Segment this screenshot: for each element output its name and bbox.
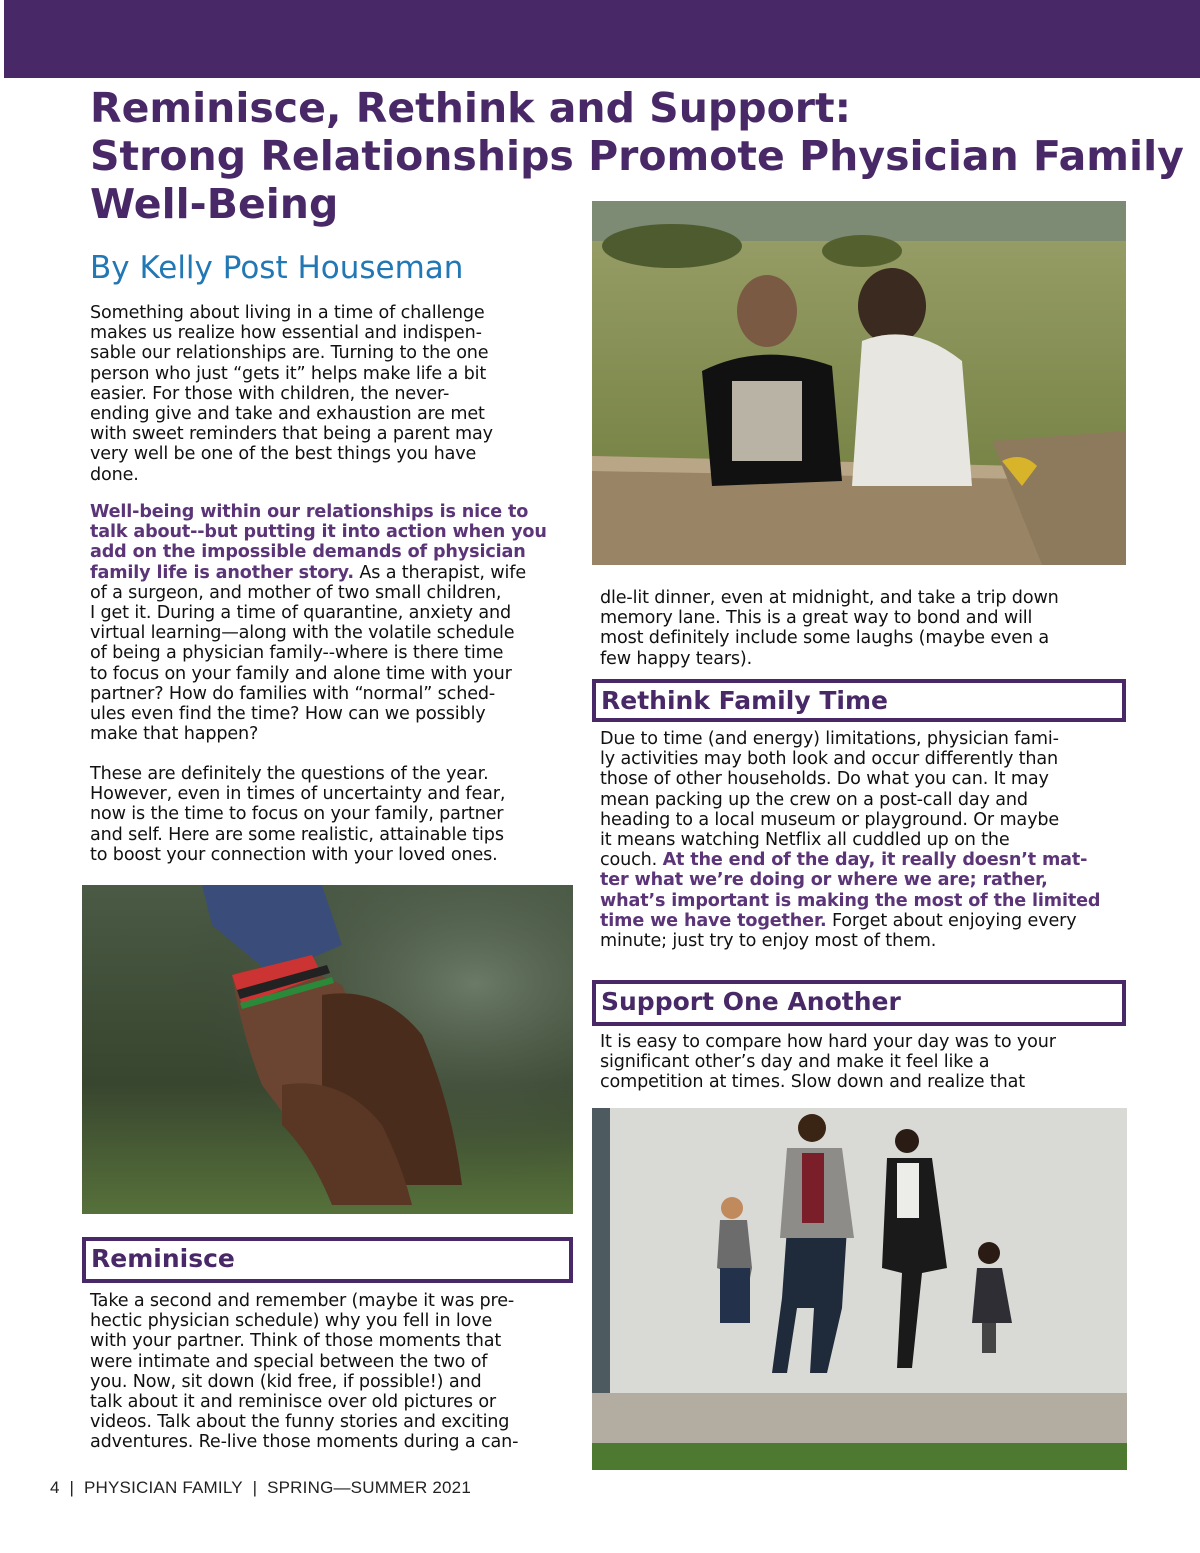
text-line: makes us realize how essential and indispen- xyxy=(90,323,482,344)
intro-paragraph-2 xyxy=(90,502,570,744)
text-line: It is easy to compare how hard your day was to your xyxy=(600,1032,1056,1052)
title-line-2: Strong Relationships Promote Physician Family xyxy=(90,132,1184,180)
mixed-line xyxy=(600,911,1125,931)
text-line: most definitely include some laughs (maybe even a xyxy=(600,628,1050,649)
issue-label: SPRING—SUMMER 2021 xyxy=(267,1478,471,1497)
highlight-line: talk about--but putting it into action when you xyxy=(90,522,547,543)
text-line: I get it. During a time of quarantine, anxiety and xyxy=(90,603,512,624)
support-heading: Support One Another xyxy=(592,980,1126,1026)
text-line: and self. Here are some realistic, attainable tips xyxy=(90,824,504,845)
support-paragraph xyxy=(600,1032,1125,1093)
highlight-line: Well-being within our relationships is nice to xyxy=(90,502,529,522)
text-line: However, even in times of uncertainty and fear, xyxy=(90,784,506,805)
mixed-line xyxy=(600,850,1125,870)
highlight-line: what’s important is making the most of the limited xyxy=(600,890,1101,911)
text-line: significant other’s day and make it feel like a xyxy=(600,1052,990,1073)
text-line: make that happen? xyxy=(90,724,259,745)
text-line: These are definitely the questions of the year. xyxy=(90,764,489,784)
rethink-paragraph xyxy=(600,729,1125,951)
rethink-heading: Rethink Family Time xyxy=(592,679,1126,722)
mixed-line xyxy=(90,563,570,583)
publication-name: PHYSICIAN FAMILY xyxy=(84,1478,243,1497)
text-line: easier. For those with children, the never- xyxy=(90,383,450,404)
family-walking-photo xyxy=(592,1108,1127,1470)
text-line: adventures. Re-live those moments during a can- xyxy=(90,1432,519,1453)
couple-sitting-photo xyxy=(592,201,1126,565)
text-line: those of other households. Do what you can. It may xyxy=(600,769,1049,790)
text-line: hectic physician schedule) why you fell in love xyxy=(90,1311,493,1332)
text-line: Take a second and remember (maybe it was pre- xyxy=(90,1291,515,1311)
text-line: few happy tears). xyxy=(600,648,753,669)
text-line: to boost your connection with your loved ones. xyxy=(90,844,498,865)
text-line: minute; just try to enjoy most of them. xyxy=(600,931,937,952)
highlight-text: At the end of the day, it really doesn’t mat- xyxy=(662,850,1088,871)
text-line: competition at times. Slow down and realize that xyxy=(600,1072,1025,1093)
page-number: 4 xyxy=(50,1478,60,1497)
reminisce-heading: Reminisce xyxy=(82,1237,573,1283)
text-line: ending give and take and exhaustion are met xyxy=(90,404,485,425)
text-span: As a therapist, wife xyxy=(353,562,527,583)
text-line: now is the time to focus on your family, partner xyxy=(90,804,504,825)
text-line: dle-lit dinner, even at midnight, and take a trip down xyxy=(600,588,1059,608)
text-line: you. Now, sit down (kid free, if possible!) and xyxy=(90,1371,482,1392)
title-line-3: Well-Being xyxy=(90,180,339,228)
footer-separator: | xyxy=(252,1478,258,1497)
text-line: it means watching Netflix all cuddled up on the xyxy=(600,830,1010,851)
highlight-line: ter what we’re doing or where we are; rather, xyxy=(600,870,1048,891)
text-span: Forget about enjoying every xyxy=(826,910,1077,931)
reminisce-continued xyxy=(600,588,1125,669)
byline: By Kelly Post Houseman xyxy=(90,250,464,286)
highlight-text: family life is another story. xyxy=(90,562,354,583)
footer-separator: | xyxy=(69,1478,75,1497)
title-line-1: Reminisce, Rethink and Support: xyxy=(90,84,851,132)
reminisce-paragraph xyxy=(90,1291,570,1453)
text-line: mean packing up the crew on a post-call day and xyxy=(600,789,1028,810)
text-line: to focus on your family and alone time with your xyxy=(90,663,512,684)
text-line: ly activities may both look and occur differently than xyxy=(600,749,1059,770)
text-line: Something about living in a time of challenge xyxy=(90,303,485,323)
text-line: were intimate and special between the two of xyxy=(90,1351,488,1372)
text-line: with sweet reminders that being a parent may xyxy=(90,424,493,445)
header-band xyxy=(4,0,1200,78)
text-line: sable our relationships are. Turning to the one xyxy=(90,343,489,364)
page-footer xyxy=(50,1478,471,1498)
intro-paragraph-3 xyxy=(90,764,570,865)
text-line: virtual learning—along with the volatile schedule xyxy=(90,623,515,644)
holding-hands-photo xyxy=(82,885,573,1214)
text-line: of a surgeon, and mother of two small children, xyxy=(90,582,502,603)
text-line: of being a physician family--where is there time xyxy=(90,643,504,664)
highlight-text: time we have together. xyxy=(600,910,827,931)
text-span: couch. xyxy=(600,850,663,871)
text-line: person who just “gets it” helps make life a bit xyxy=(90,363,487,384)
highlight-line: add on the impossible demands of physician xyxy=(90,542,526,563)
text-line: heading to a local museum or playground. Or maybe xyxy=(600,809,1060,830)
text-line: ules even find the time? How can we possibly xyxy=(90,704,486,725)
text-line: very well be one of the best things you have xyxy=(90,444,477,465)
text-line: talk about it and reminisce over old pictures or xyxy=(90,1392,497,1413)
text-line: done. xyxy=(90,464,139,485)
text-line: with your partner. Think of those moments that xyxy=(90,1331,502,1352)
text-line: Due to time (and energy) limitations, physician fami- xyxy=(600,729,1059,749)
text-line: memory lane. This is a great way to bond and will xyxy=(600,608,1033,629)
text-line: videos. Talk about the funny stories and exciting xyxy=(90,1412,510,1433)
text-line: partner? How do families with “normal” sched- xyxy=(90,683,496,704)
intro-paragraph-1 xyxy=(90,303,570,485)
